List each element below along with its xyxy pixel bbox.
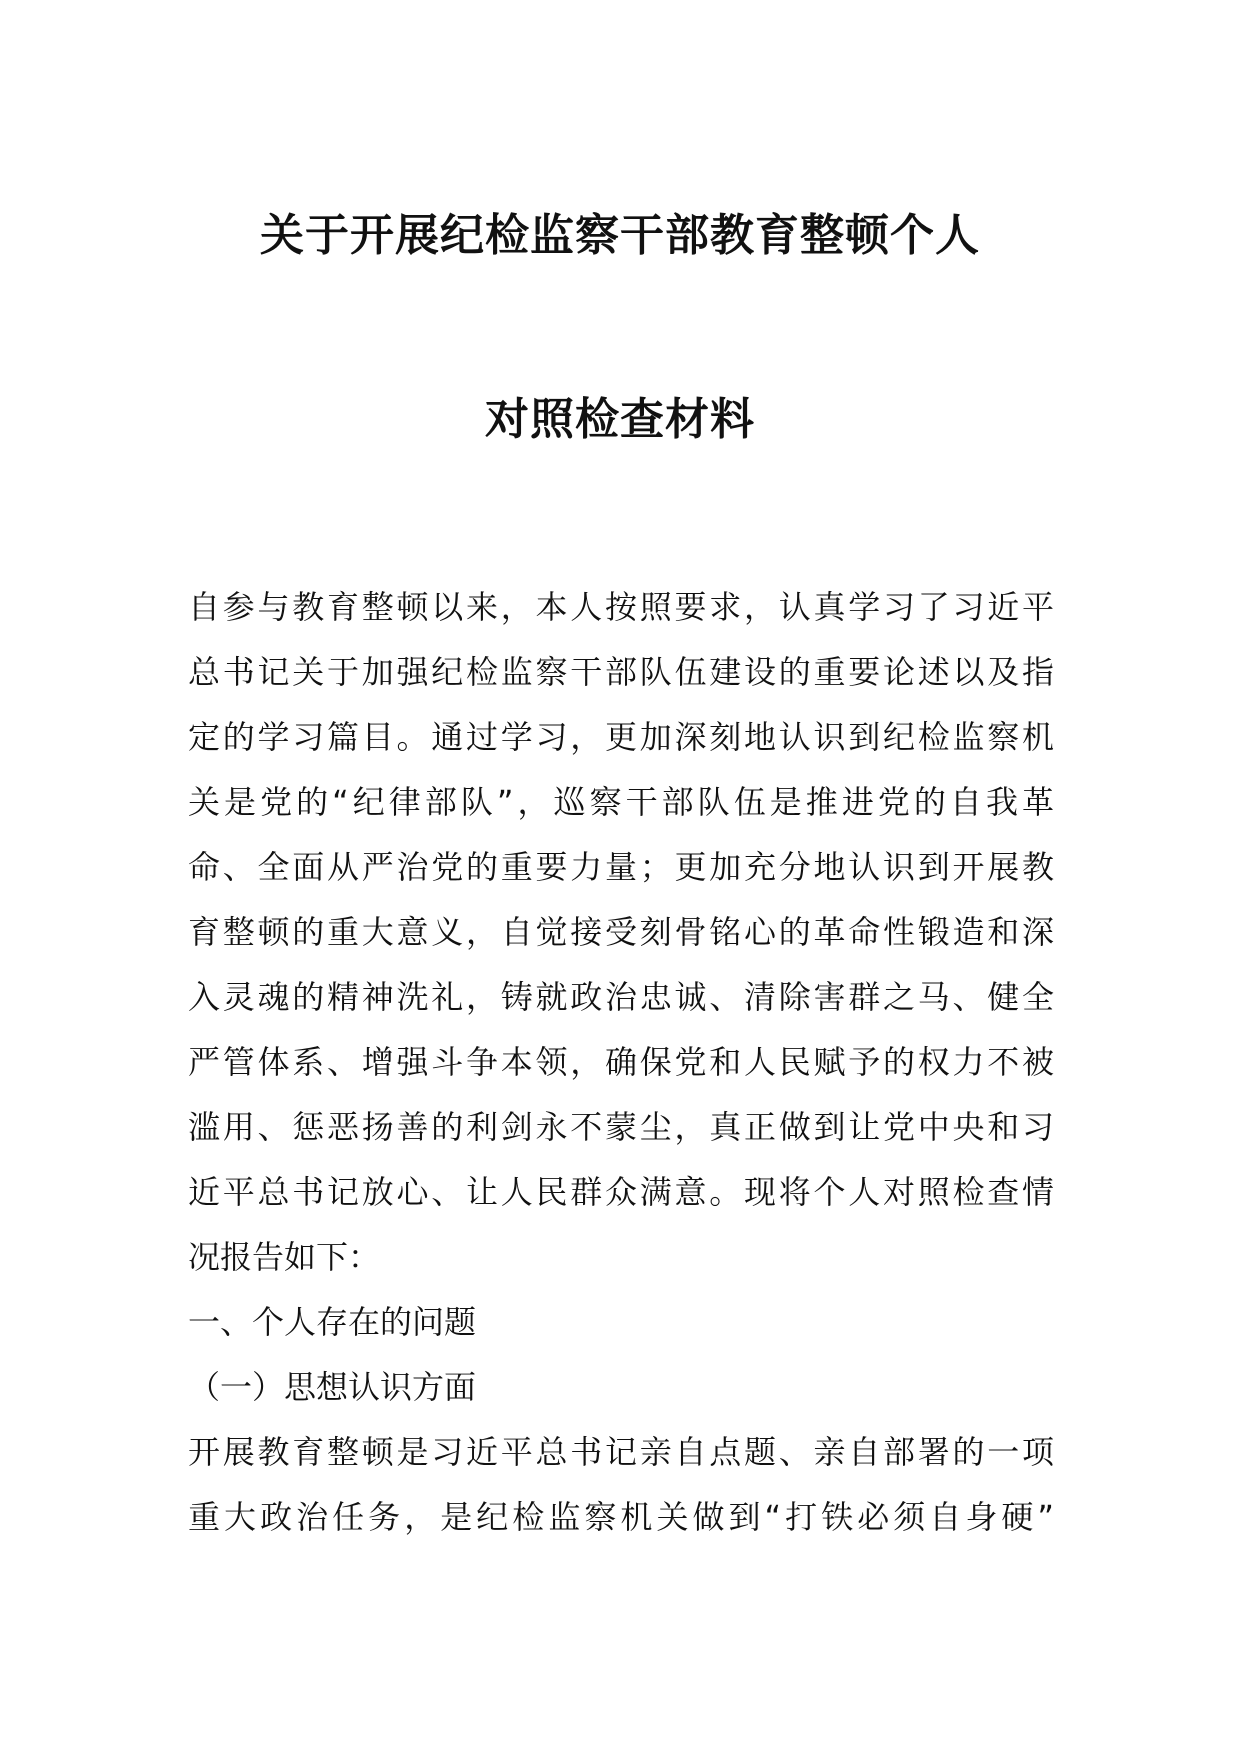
body-line: 况报告如下： <box>188 1238 381 1276</box>
body-line: 滥用、惩恶扬善的利剑永不蒙尘，真正做到让党中央和习 <box>188 1108 1054 1146</box>
body-line: 定的学习篇目。通过学习，更加深刻地认识到纪检监察机 <box>188 718 1054 756</box>
document-title-line-1: 关于开展纪检监察干部教育整顿个人 <box>260 210 980 261</box>
body-line: 命、全面从严治党的重要力量；更加充分地认识到开展教 <box>188 848 1054 886</box>
body-line: 总书记关于加强纪检监察干部队伍建设的重要论述以及指 <box>188 653 1054 691</box>
body-line: 重大政治任务，是纪检监察机关做到“打铁必须自身硬” <box>188 1498 1054 1536</box>
body-line: 入灵魂的精神洗礼，铸就政治忠诚、清除害群之马、健全 <box>188 978 1054 1016</box>
body-line: 严管体系、增强斗争本领，确保党和人民赋予的权力不被 <box>188 1043 1054 1081</box>
body-line: 关是党的“纪律部队”，巡察干部队伍是推进党的自我革 <box>188 783 1054 821</box>
subsection-heading: （一）思想认识方面 <box>188 1368 477 1406</box>
document-body <box>188 575 1054 1550</box>
body-line: 近平总书记放心、让人民群众满意。现将个人对照检查情 <box>188 1173 1054 1211</box>
body-line: 育整顿的重大意义，自觉接受刻骨铭心的革命性锻造和深 <box>188 913 1054 951</box>
document-title-line-2: 对照检查材料 <box>485 394 755 445</box>
section-heading: 一、个人存在的问题 <box>188 1303 477 1341</box>
body-line: 自参与教育整顿以来，本人按照要求，认真学习了习近平 <box>188 588 1054 626</box>
body-line: 开展教育整顿是习近平总书记亲自点题、亲自部署的一项 <box>188 1433 1054 1471</box>
